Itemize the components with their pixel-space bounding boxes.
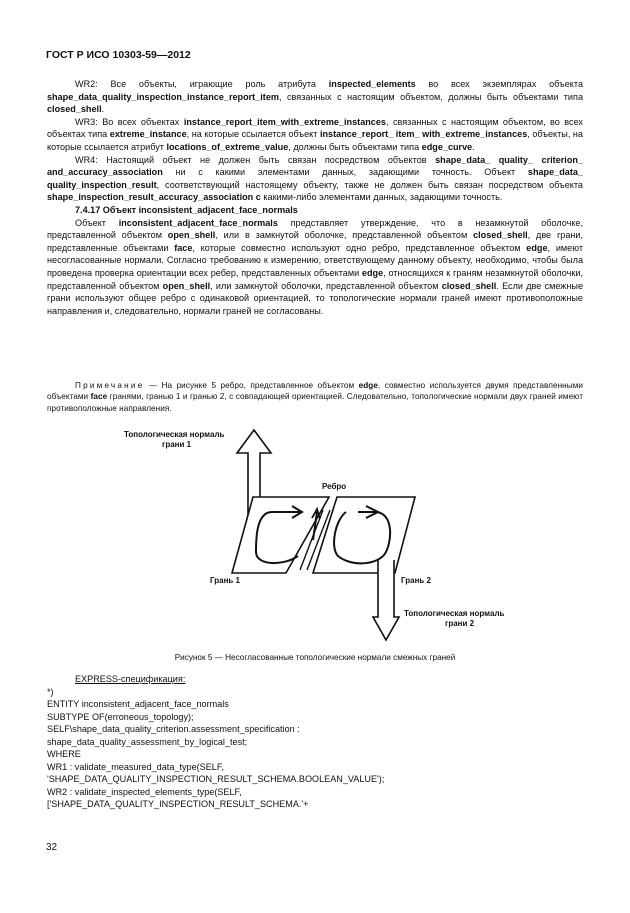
face-2-shape [313,497,415,573]
section-paragraph: Объект inconsistent_adjacent_face_normals представляет утверждение, что в незамкнутой оболочке, представленной объектом open_shell, или в замкнутой оболочке, представленной объектом closed_shell, две грани, представленные объектами face, которые совместно используют одно ребро, представленное объектом edge, имеют несогласованные нормали. Согласно требованию к измерению, ответствующему данному объекту, необходимо, чтобы была проведена проверка ориентации всех ребер, представленных объектами edge, относящихся к граням незамкнутой оболочки, представленной объектом open_shell, или замкнутой оболочки, представленной объектом closed_shell. Если две смежные грани используют общее ребро с одинаковой ориентацией, то топологические нормали граней имеют противоположные направления и, следовательно, нормали граней не согласованы. [47,217,584,316]
label-normal-1-line-1: Топологическая нормаль [124,430,225,439]
rule-wr3: WR3: Во всех объектах instance_report_item_with_extreme_instances, связанных с настоящим объектом, во всех объектах типа extreme_instance, на которые ссылается объект instance_report_ item_ with_extreme_instances, объекты, на которые ссылается атрибут locations_of_extreme_value, должны быть объектами типа edge_curve. [47,116,583,152]
figure-caption: Рисунок 5 — Несогласованные топологические нормали смежных граней [174,653,456,662]
code-line: WR1 : validate_measured_data_type(SELF, [47,761,224,772]
label-edge: Ребро [322,482,347,491]
code-line: shape_data_quality_assessment_by_logical_test; [47,736,248,747]
code-line: SELF\shape_data_quality_criterion.assessment_specification : [47,724,300,735]
label-normal-2-line-1: Топологическая нормаль [404,609,505,618]
label-face-2: Грань 2 [401,576,431,585]
label-face-1: Грань 1 [210,576,240,585]
code-line: *) [47,686,54,697]
page-number: 32 [46,842,58,853]
note-label: Примечание [75,381,145,390]
label-normal-1-line-2: грани 1 [162,440,192,449]
section-title: 7.4.17 Объект inconsistent_adjacent_face_normals [75,204,298,215]
running-header: ГОСТ Р ИСО 10303-59—2012 [46,49,191,61]
code-heading: EXPRESS-спецификация: [75,674,186,684]
code-line: ENTITY inconsistent_adjacent_face_normals [47,699,229,710]
label-normal-2-line-2: грани 2 [445,619,475,628]
code-line: 'SHAPE_DATA_QUALITY_INSPECTION_RESULT_SCHEMA.BOOLEAN_VALUE'); [47,774,385,785]
code-line: ['SHAPE_DATA_QUALITY_INSPECTION_RESULT_SCHEMA.'+ [47,799,309,810]
rule-wr4: WR4: Настоящий объект не должен быть связан посредством объектов shape_data_ quality_ criterion_ and_accuracy_association ни с какими элементами данных, задающими точность. Объект shape_data_ quality_inspection_result, соответствующий настоящему объекту, также не должен быть связан посредством объекта shape_inspection_result_accuracy_association с какими-либо элементами данных, задающими точность. [47,154,583,203]
code-line: WHERE [47,749,81,760]
code-line: SUBTYPE OF(erroneous_topology); [47,711,194,722]
code-line: WR2 : validate_inspected_elements_type(SELF, [47,786,242,797]
note-block: Примечание — На рисунке 5 ребро, представленное объектом edge, совместно используется двумя представленными объектами face гранями, гранью 1 и гранью 2, с совпадающей ориентацией. Следовательно, топологические нормали двух граней имеют противоположные направления. [47,381,583,413]
express-code [47,673,384,811]
rule-wr2: WR2: Все объекты, играющие роль атрибута inspected_elements во всех экземплярах объекта shape_data_quality_inspection_instance_report_item, связанных с настоящим объектом, должны быть объектами типа closed_shell. [47,79,583,115]
